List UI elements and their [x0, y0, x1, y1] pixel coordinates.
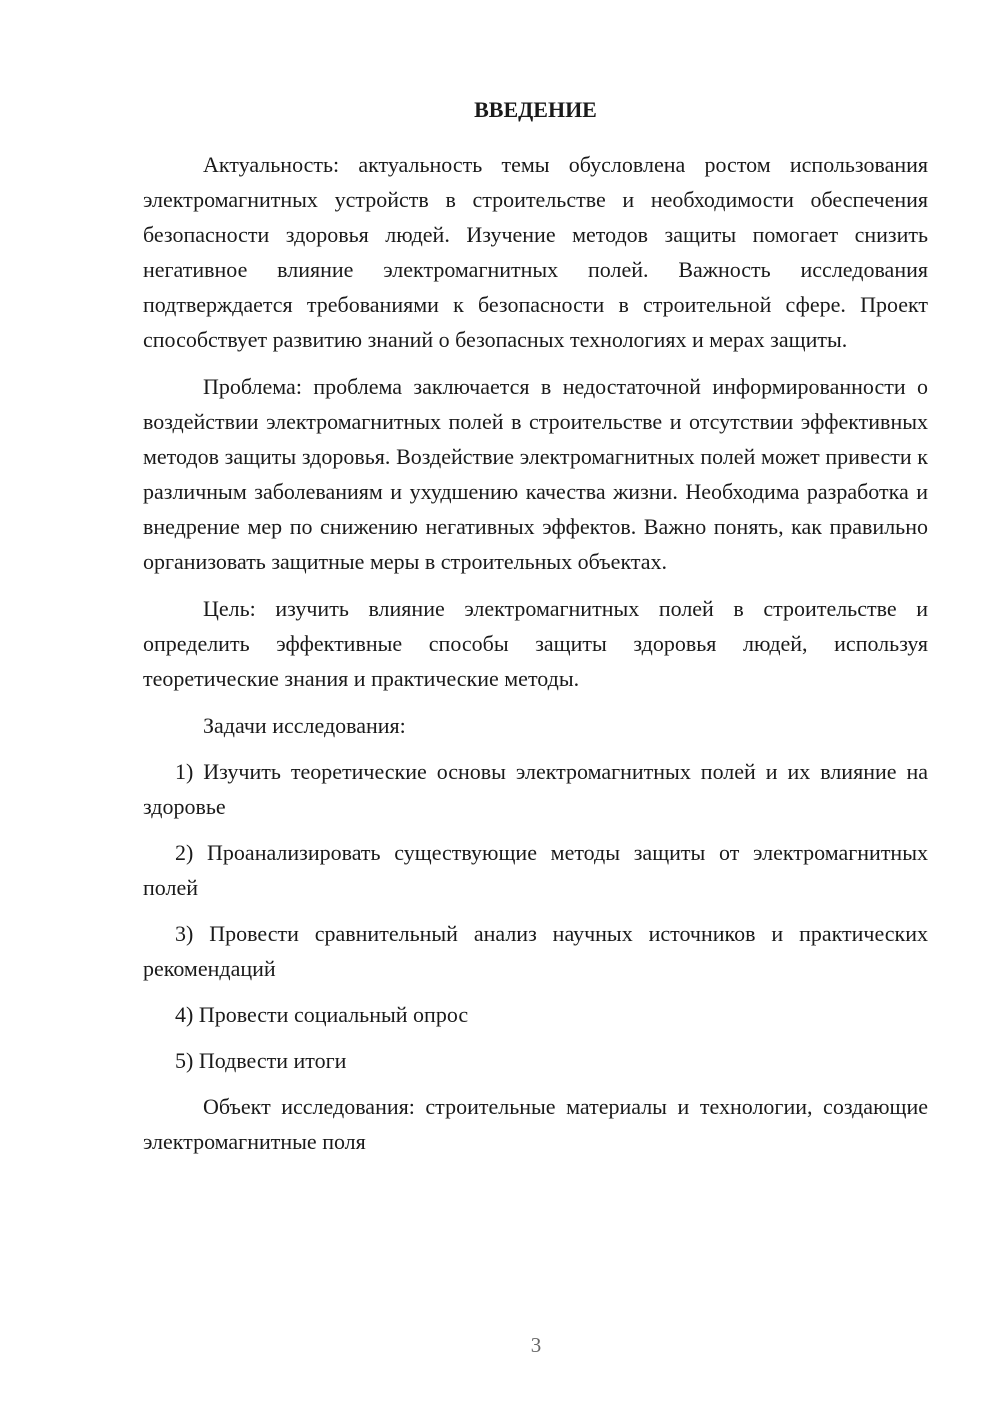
goal-paragraph: Цель: изучить влияние электромагнитных полей в строительстве и определить эффективные способы защиты здоровья людей, используя теоретические знания и практические методы.: [143, 596, 928, 691]
document-page: [143, 92, 928, 1159]
task-item-4: 4) Провести социальный опрос: [175, 1002, 469, 1027]
object-paragraph: Объект исследования: строительные материалы и технологии, создающие электромагнитные поля: [143, 1094, 928, 1154]
tasks-heading: Задачи исследования:: [203, 713, 406, 738]
task-item-1: 1) Изучить теоретические основы электромагнитных полей и их влияние на здоровье: [143, 759, 928, 819]
relevance-paragraph: Актуальность: актуальность темы обусловлена ростом использования электромагнитных устройств в строительстве и необходимости обеспечения безопасности здоровья людей. Изучение методов защиты помогает снизить негативное влияние электромагнитных полей. Важность исследования подтверждается требованиями к безопасности в строительной сфере. Проект способствует развитию знаний о безопасных технологиях и мерах защиты.: [143, 152, 928, 352]
problem-paragraph: Проблема: проблема заключается в недостаточной информированности о воздействии электромагнитных полей в строительстве и отсутствии эффективных методов защиты здоровья. Воздействие электромагнитных полей может привести к различным заболеваниям и ухудшению качества жизни. Необходима разработка и внедрение мер по снижению негативных эффектов. Важно понять, как правильно организовать защитные меры в строительных объектах.: [143, 374, 928, 574]
task-item-2: 2) Проанализировать существующие методы защиты от электромагнитных полей: [143, 840, 928, 900]
page-number: 3: [530, 1333, 542, 1357]
task-item-3: 3) Провести сравнительный анализ научных источников и практических рекомендаций: [143, 921, 928, 981]
page-title: ВВЕДЕНИЕ: [474, 97, 597, 122]
task-item-5: 5) Подвести итоги: [175, 1048, 347, 1073]
